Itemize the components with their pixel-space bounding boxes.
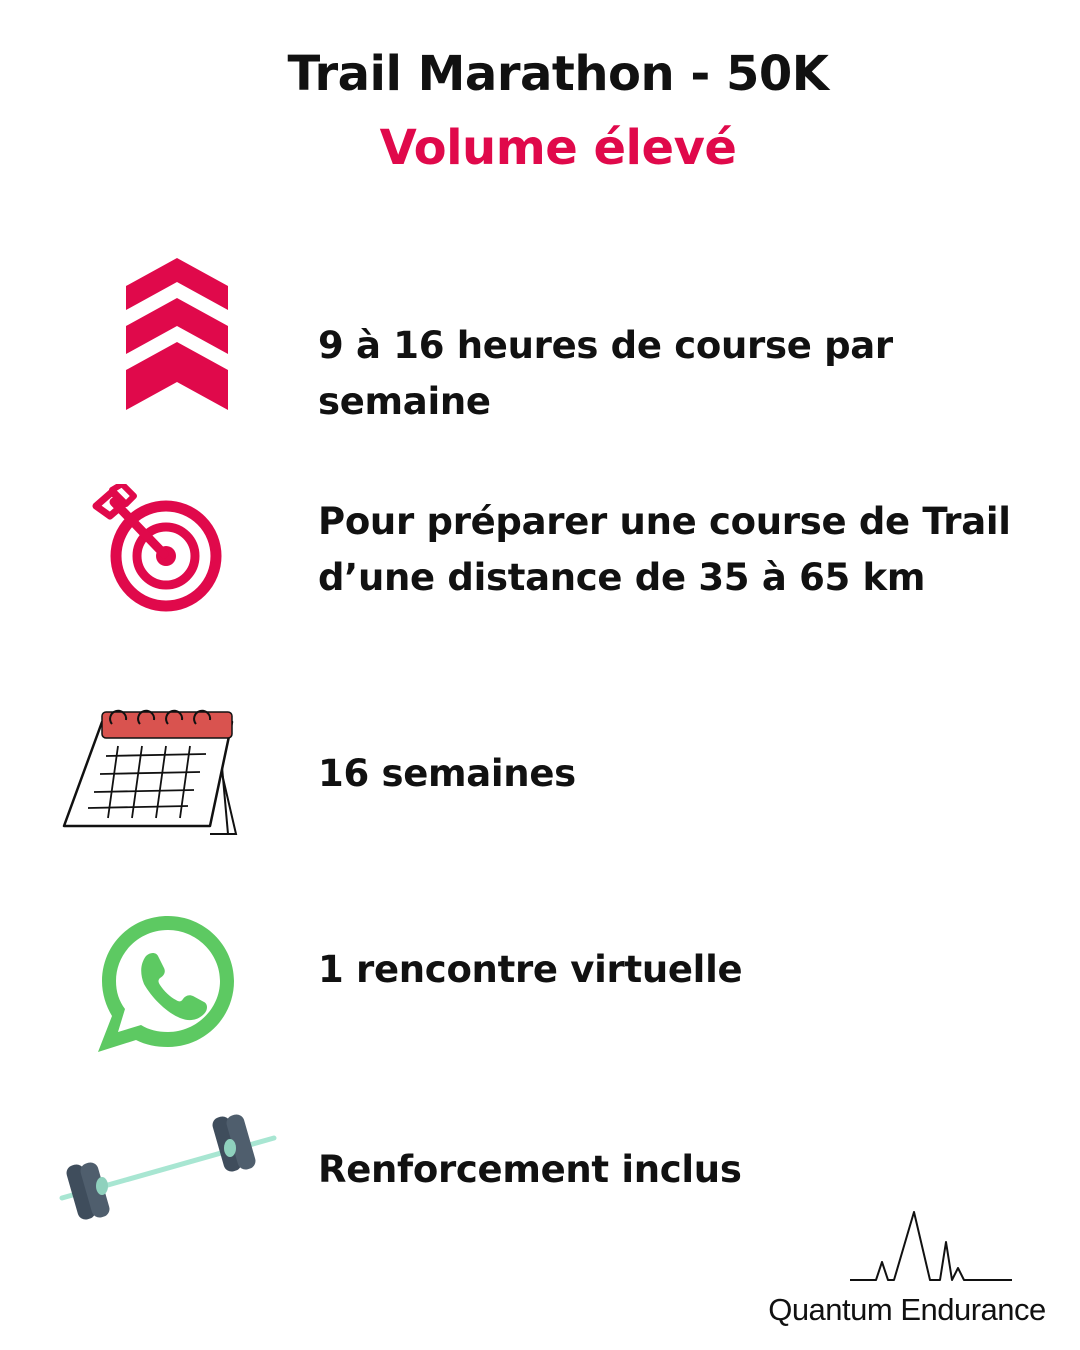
feature-weekly-hours: 9 à 16 heures de course par semaine	[318, 324, 893, 423]
page-title: Trail Marathon - 50K	[287, 46, 829, 102]
feature-goal	[318, 494, 1058, 606]
feature-meeting: 1 rencontre virtuelle	[318, 948, 743, 991]
triple-chevron-up-icon	[126, 258, 228, 410]
feature-duration: 16 semaines	[318, 752, 576, 795]
page-subtitle: Volume élevé	[379, 120, 737, 176]
feature-goal-line2: d’une distance de 35 à 65 km	[318, 556, 926, 599]
brand-name: Quantum Endurance	[768, 1292, 1046, 1327]
target-arrow-icon	[90, 484, 224, 616]
calendar-icon	[60, 702, 242, 842]
whatsapp-icon	[94, 910, 240, 1054]
brand-logo	[752, 1210, 1062, 1330]
barbell-icon	[58, 1114, 278, 1224]
heartbeat-line-icon	[752, 1210, 1062, 1300]
feature-strength: Renforcement inclus	[318, 1148, 742, 1191]
feature-goal-line1: Pour préparer une course de Trail	[318, 500, 1011, 543]
